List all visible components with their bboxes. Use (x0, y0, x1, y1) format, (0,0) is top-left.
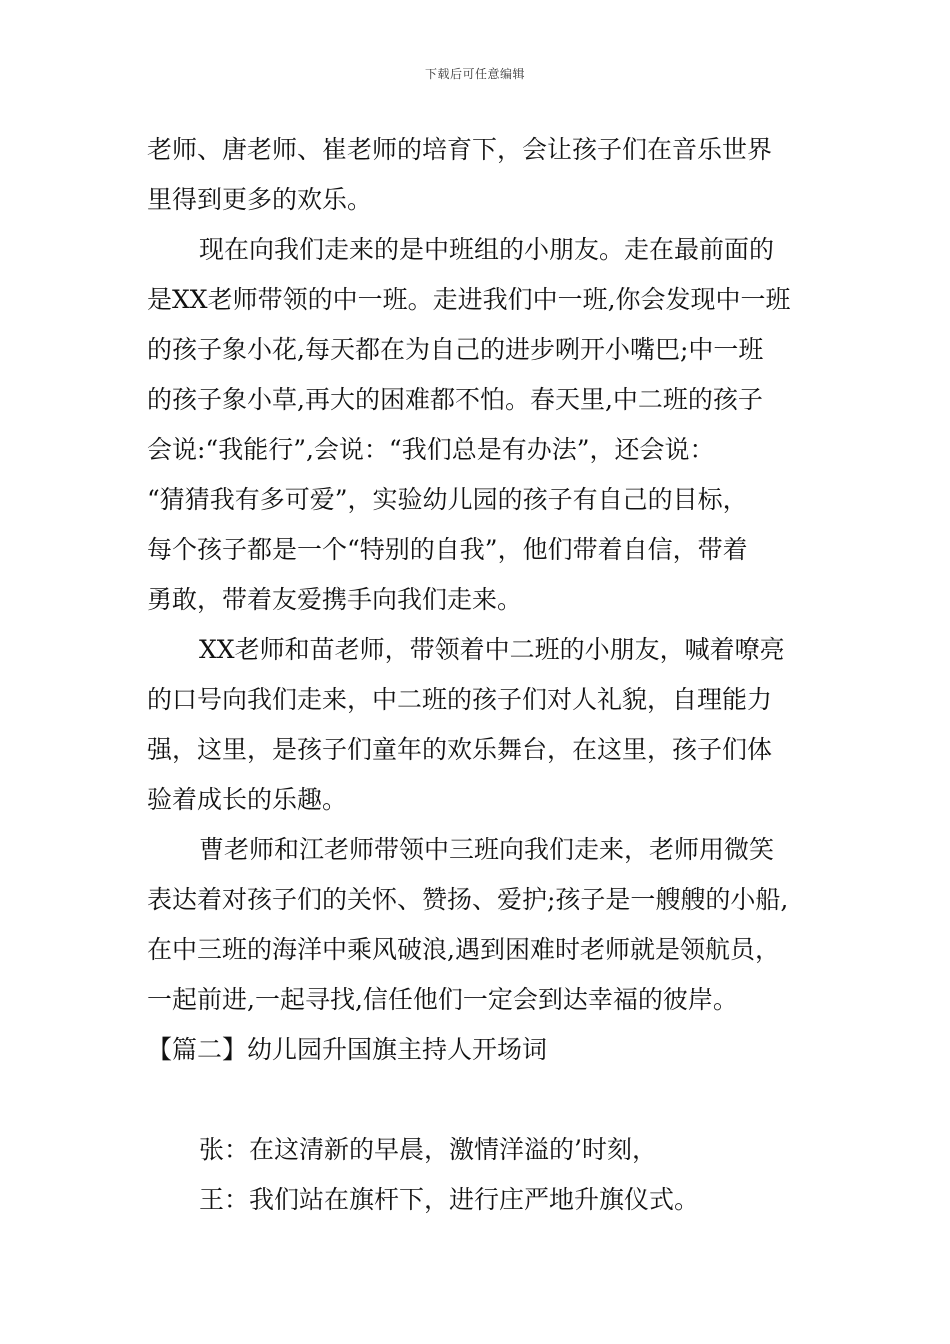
text-line: 是XX老师带领的中一班。走进我们中一班,你会发现中一班 (147, 285, 791, 314)
text-line: 在中三班的海洋中乘风破浪,遇到困难时老师就是领航员， (147, 935, 780, 964)
paragraph-1 (147, 130, 817, 230)
text-line: 老师、唐老师、崔老师的培育下，会让孩子们在音乐世界 (147, 135, 773, 164)
text-line: 的孩子象小草,再大的困难都不怕。春天里,中二班的孩子 (147, 385, 763, 414)
paragraph-3 (147, 630, 817, 830)
dialogue (147, 1130, 817, 1230)
text-line: 勇敢，带着友爱携手向我们走来。 (147, 585, 523, 614)
text-line: 每个孩子都是一个“特别的自我”，他们带着自信，带着 (147, 535, 748, 564)
text-line: 现在向我们走来的是中班组的小朋友。走在最前面的 (199, 235, 775, 264)
text-line: 一起前进,一起寻找,信任他们一定会到达幸福的彼岸。 (147, 985, 738, 1014)
text-line: 强，这里，是孩子们童年的欢乐舞台，在这里，孩子们体 (147, 735, 773, 764)
text-line: XX老师和苗老师，带领着中二班的小朋友，喊着嘹亮 (199, 635, 785, 664)
blank-line (147, 1080, 817, 1130)
page-header-caption: 下载后可任意编辑 (424, 67, 525, 81)
text-line: 验着成长的乐趣。 (147, 785, 348, 814)
text-line: “猜猜我有多可爱”，实验幼儿园的孩子有自己的目标， (147, 485, 748, 514)
text-line: 的口号向我们走来，中二班的孩子们对人礼貌，自理能力 (147, 685, 773, 714)
document-body (147, 130, 817, 1230)
paragraph-4 (147, 830, 817, 1030)
dialogue-line: 王：我们站在旗杆下，进行庄严地升旗仪式。 (199, 1185, 700, 1214)
text-line: 曹老师和江老师带领中三班向我们走来，老师用微笑 (199, 835, 775, 864)
text-line: 会说:“我能行”,会说：“我们总是有办法”，还会说： (147, 435, 715, 464)
text-line: 的孩子象小花,每天都在为自己的进步咧开小嘴巴;中一班 (147, 335, 764, 364)
paragraph-2 (147, 230, 817, 630)
text-line: 里得到更多的欢乐。 (147, 185, 373, 214)
text-line: 表达着对孩子们的关怀、赞扬、爱护;孩子是一艘艘的小船, (147, 885, 789, 914)
section-heading: 【篇二】幼儿园升国旗主持人开场词 (147, 1035, 548, 1064)
dialogue-line: 张：在这清新的早晨，激情洋溢的’时刻， (199, 1135, 657, 1164)
